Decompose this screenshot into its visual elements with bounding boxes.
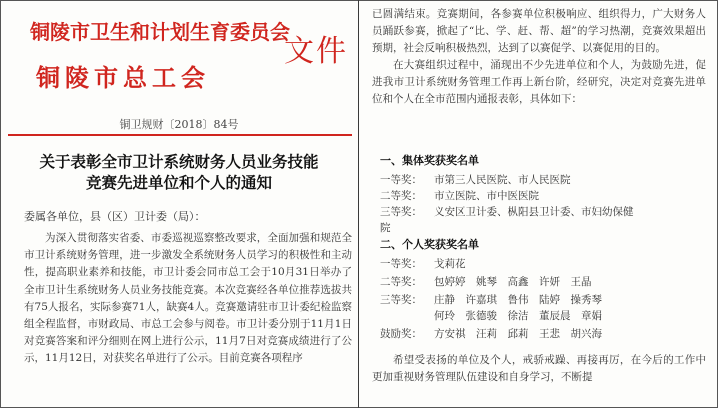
prize-label: 鼓励奖： (380, 328, 422, 340)
left-body-text (24, 230, 352, 368)
right-body-text (372, 6, 706, 108)
prize-label: 二等奖： (380, 276, 422, 288)
page-divider (358, 0, 359, 408)
prize-winners: 戈莉花 (434, 258, 466, 270)
document-title-line-2: 竞赛先进单位和个人的通知 (85, 173, 272, 192)
prize-winners: 包婷婷 姚琴 高鑫 许妍 王晶 (434, 276, 592, 288)
body-paragraph: 希望受表扬的单位及个人，戒骄戒躁、再接再厉，在今后的工作中更加重视财务管理队伍建设和自身学习，不断提 (372, 354, 706, 383)
document-type-label: 文件 (284, 34, 348, 69)
individual-encouragement-prize (380, 326, 706, 342)
right-page (366, 0, 712, 408)
body-paragraph: 在大赛组织过程中，涌现出不少先进单位和个人，为鼓励先进，促进我市卫计系统财务管理工作再上新台阶，经研究，决定对竞赛先进单位和个人在全市范围内通报表彰，具体如下： (372, 59, 706, 105)
individual-first-prize (380, 256, 706, 272)
prize-winners: 义安区卫计委、枞阳县卫计委、市妇幼保健 (434, 206, 634, 218)
individual-award-heading: 二、个人奖获奖名单 (380, 238, 479, 251)
issuer-name-health-commission: 铜陵市卫生和计划生育委员会 (30, 20, 290, 44)
body-paragraph: 已圆满结束。竞赛期间，各参赛单位积极响应、组织得力，广大财务人员踊跃参赛，掀起了“比、学、赶、帮、超”的学习热潮，竞赛效果超出预期，社会反响积极热烈，达到了以赛促学、以赛促用的目的。 (372, 8, 706, 54)
prize-winners: 市第三人民医院、市人民医院 (434, 174, 571, 186)
left-page (6, 0, 352, 408)
collective-award-heading: 一、集体奖获奖名单 (380, 154, 479, 167)
individual-third-prize-continued: 何玲 张德骏 徐洁 董辰晨 章娟 (434, 310, 602, 322)
prize-winners: 方安祺 汪莉 邱莉 王悲 胡兴海 (434, 328, 602, 340)
document-title-line-1: 关于表彰全市卫计系统财务人员业务技能 (39, 152, 319, 171)
addressee: 委属各单位，县（区）卫计委（局）： (24, 210, 206, 223)
prize-winners: 市立医院、市中医医院 (434, 190, 539, 202)
body-paragraph: 为深入贯彻落实省委、市委巡视巡察整改要求，全面加强和规范全市卫计系统财务管理，进一步激发全系统财务人员学习的积极性和主动性，提高职业素养和技能，市卫计委会同市总工会于10月31日举办了全市卫计生系统财务人员业务技能竞赛。本次竞赛经各单位推荐选拔共有75人报名，实际参赛71人，缺赛4人。竞赛邀请驻市卫计委纪检监察组全程监督，市财政局、市总工会参与阅卷。市卫计委分别于11月1日对竞赛答案和评分细则在网上进行公示，11月7日对竞赛成绩进行了公示，11月12日，对获奖名单进行了公示。目前竞赛各项程序 (24, 232, 352, 365)
issuer-name-trade-union: 铜陵市总工会 (36, 63, 210, 92)
prize-label: 三等奖： (380, 206, 422, 218)
closing-paragraph (372, 352, 706, 386)
red-separator-line (8, 134, 352, 136)
prize-winners: 庄静 许嘉琪 鲁伟 陆婷 操秀琴 (434, 294, 602, 306)
document-number: 铜卫规财〔2018〕84号 (119, 118, 239, 131)
collective-second-prize (380, 188, 706, 204)
collective-third-prize (380, 204, 706, 220)
prize-label: 二等奖： (380, 190, 422, 202)
prize-label: 三等奖： (380, 294, 422, 306)
individual-third-prize (380, 292, 706, 308)
collective-first-prize (380, 172, 706, 188)
prize-label: 一等奖： (380, 174, 422, 186)
collective-third-prize-continued: 院 (380, 222, 391, 234)
individual-second-prize (380, 274, 706, 290)
prize-label: 一等奖： (380, 258, 422, 270)
